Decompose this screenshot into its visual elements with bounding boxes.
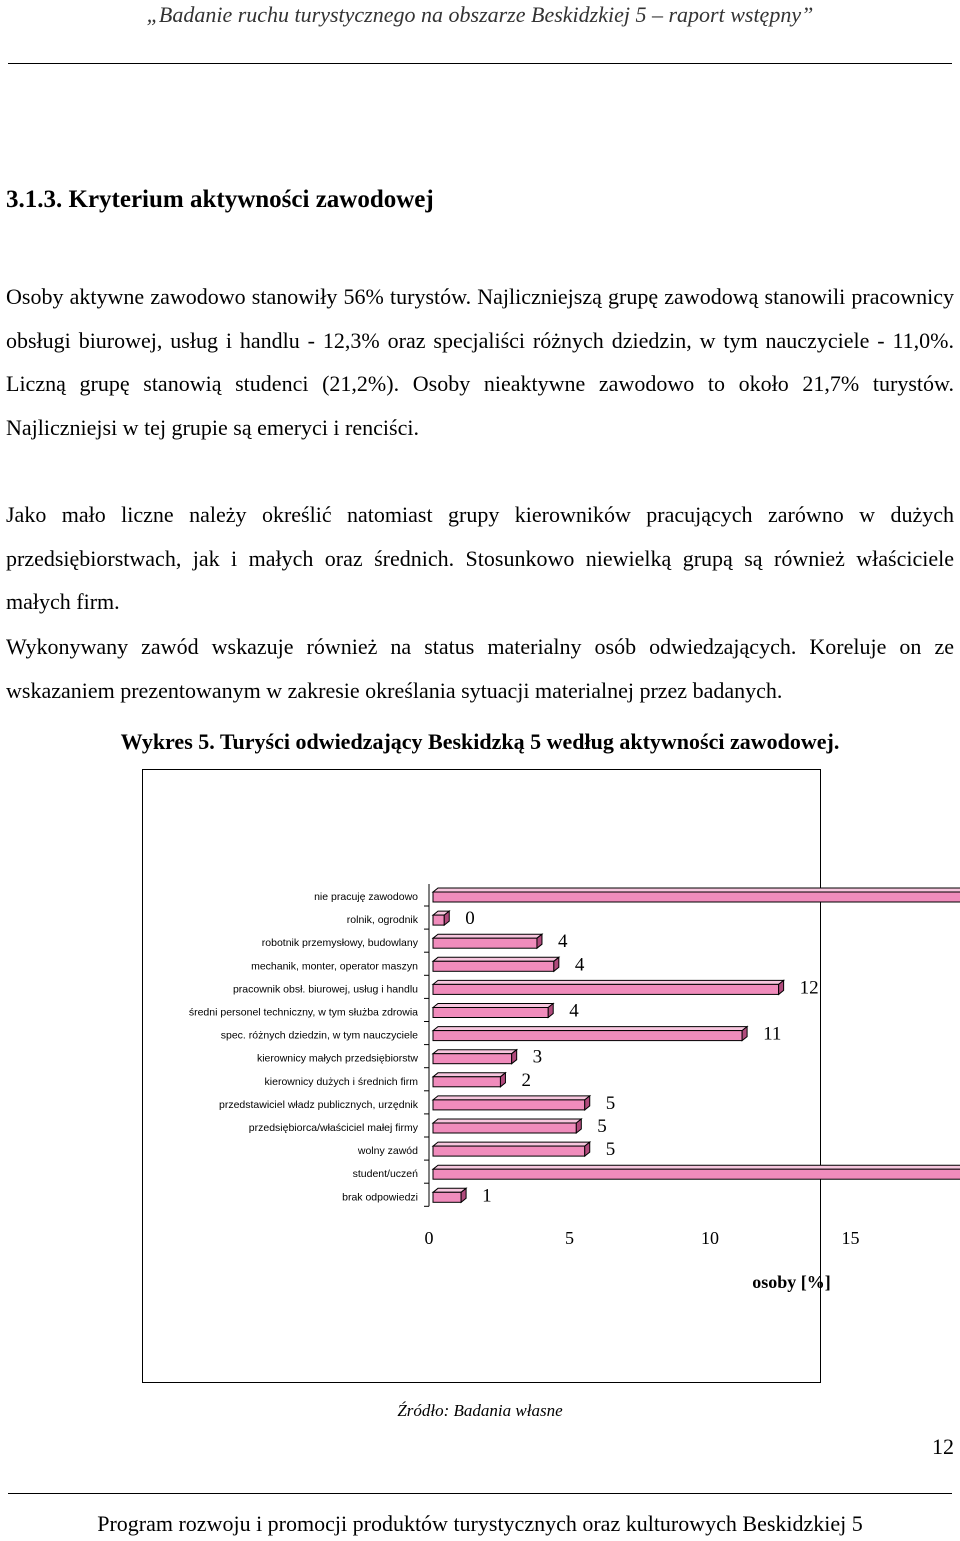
category-label: kierownicy dużych i średnich firm	[264, 1075, 418, 1088]
paragraph-managers: Jako mało liczne należy określić natomiast grupy kierowników pracujących zarówno w dużych przedsiębiorstwach, jak i małych oraz średnich. Stosunkowo niewielką grupą są również właściciele małych firm.	[6, 502, 954, 615]
category-label: przedsiębiorca/właściciel małej firmy	[248, 1122, 418, 1134]
bar	[433, 1169, 960, 1179]
category-label: mechanik, monter, operator maszyn	[251, 960, 418, 973]
data-label: 5	[605, 1092, 616, 1114]
bar-top	[433, 980, 784, 984]
bar-top	[433, 1119, 581, 1123]
bar	[433, 961, 554, 971]
bar	[433, 1054, 512, 1064]
category-label: student/uczeń	[352, 1168, 418, 1181]
bar-top	[433, 888, 960, 892]
bar	[433, 1008, 548, 1018]
x-axis-title: osoby [%]	[752, 1272, 831, 1292]
category-label: średni personel techniczny, w tym służba zdrowia	[188, 1006, 418, 1019]
page-header-title: „Badanie ruchu turystycznego na obszarze Beskidzkiej 5 – raport wstępny”	[146, 2, 814, 27]
occupation-bar-chart	[143, 770, 860, 1384]
bar	[433, 984, 779, 994]
data-label: 4	[569, 1000, 579, 1022]
paragraph-activity-summary: Osoby aktywne zawodowo stanowiły 56% turystów. Najliczniejszą grupę zawodową stanowili pracownicy obsługi biurowej, usług i handlu - 12,3% oraz specjaliści różnych dziedzin, w tym nauczyciele - 11,0%. Liczną grupę stanowią studenci (21,2%). Osoby nieaktywne zawodowo to około 21,7% turystów. Najliczniejsi w tej grupie są emeryci i renciści.	[6, 284, 954, 441]
bar-top	[433, 1027, 747, 1031]
category-label: pracownik obsł. biurowej, usług i handlu	[232, 983, 418, 996]
data-label: 2	[521, 1069, 531, 1091]
category-label: rolnik, ogrodnik	[346, 914, 418, 927]
x-tick-label: 10	[701, 1228, 719, 1248]
bar-top	[433, 1073, 505, 1077]
data-label: 4	[557, 931, 568, 953]
category-label: nie pracuję zawodowo	[314, 891, 418, 903]
data-label: 11	[763, 1023, 782, 1045]
bar-top	[433, 1165, 960, 1169]
header-rule	[8, 63, 952, 64]
data-label: 5	[605, 1139, 616, 1161]
x-tick-label: 0	[424, 1228, 434, 1248]
category-label: wolny zawód	[357, 1145, 418, 1158]
bar-top	[433, 1142, 590, 1146]
data-label: 12	[799, 977, 819, 999]
category-label: brak odpowiedzi	[342, 1191, 418, 1204]
data-label: 1	[482, 1185, 492, 1207]
bar	[433, 938, 537, 948]
source-note: Źródło: Badania własne	[397, 1401, 563, 1420]
data-label: 4	[574, 954, 585, 976]
bar	[433, 1031, 742, 1041]
data-label: 3	[532, 1046, 543, 1068]
category-label: przedstawiciel władz publicznych, urzędnik	[218, 1098, 418, 1111]
bar-top	[433, 1050, 517, 1054]
paragraph-material-status: Wykonywany zawód wskazuje również na status materialny osób odwiedzających. Koreluje on ze wskazaniem prezentowanym w zakresie określania sytuacji materialnej przez badanych.	[6, 634, 954, 703]
x-tick-label: 15	[841, 1228, 860, 1248]
bar-top	[433, 1096, 590, 1100]
data-label: 5	[597, 1116, 607, 1137]
data-label: 0	[465, 908, 475, 930]
bar-top	[433, 934, 542, 938]
bar	[433, 1077, 500, 1087]
bar	[433, 1100, 585, 1110]
bar	[433, 1192, 461, 1202]
chart-caption: Wykres 5. Turyści odwiedzający Beskidzką 5 według aktywności zawodowej.	[120, 729, 840, 754]
bar	[433, 892, 960, 902]
bar	[433, 915, 444, 925]
category-label: kierownicy małych przedsiębiorstw	[256, 1052, 418, 1065]
footer-rule	[8, 1493, 952, 1494]
bar-top	[433, 957, 559, 961]
bar	[433, 1146, 585, 1156]
x-tick-label: 5	[565, 1228, 574, 1248]
page-number: 12	[932, 1434, 954, 1459]
chart-frame	[142, 769, 860, 1383]
section-heading: 3.1.3. Kryterium aktywności zawodowej	[6, 186, 434, 213]
page-footer-title: Program rozwoju i promocji produktów turystycznych oraz kulturowych Beskidzkiej 5	[97, 1511, 863, 1536]
bar	[433, 1123, 576, 1133]
category-label: spec. różnych dziedzin, w tym nauczyciele	[220, 1029, 418, 1042]
category-label: robotnik przemysłowy, budowlany	[261, 937, 418, 950]
bar-top	[433, 1004, 553, 1008]
